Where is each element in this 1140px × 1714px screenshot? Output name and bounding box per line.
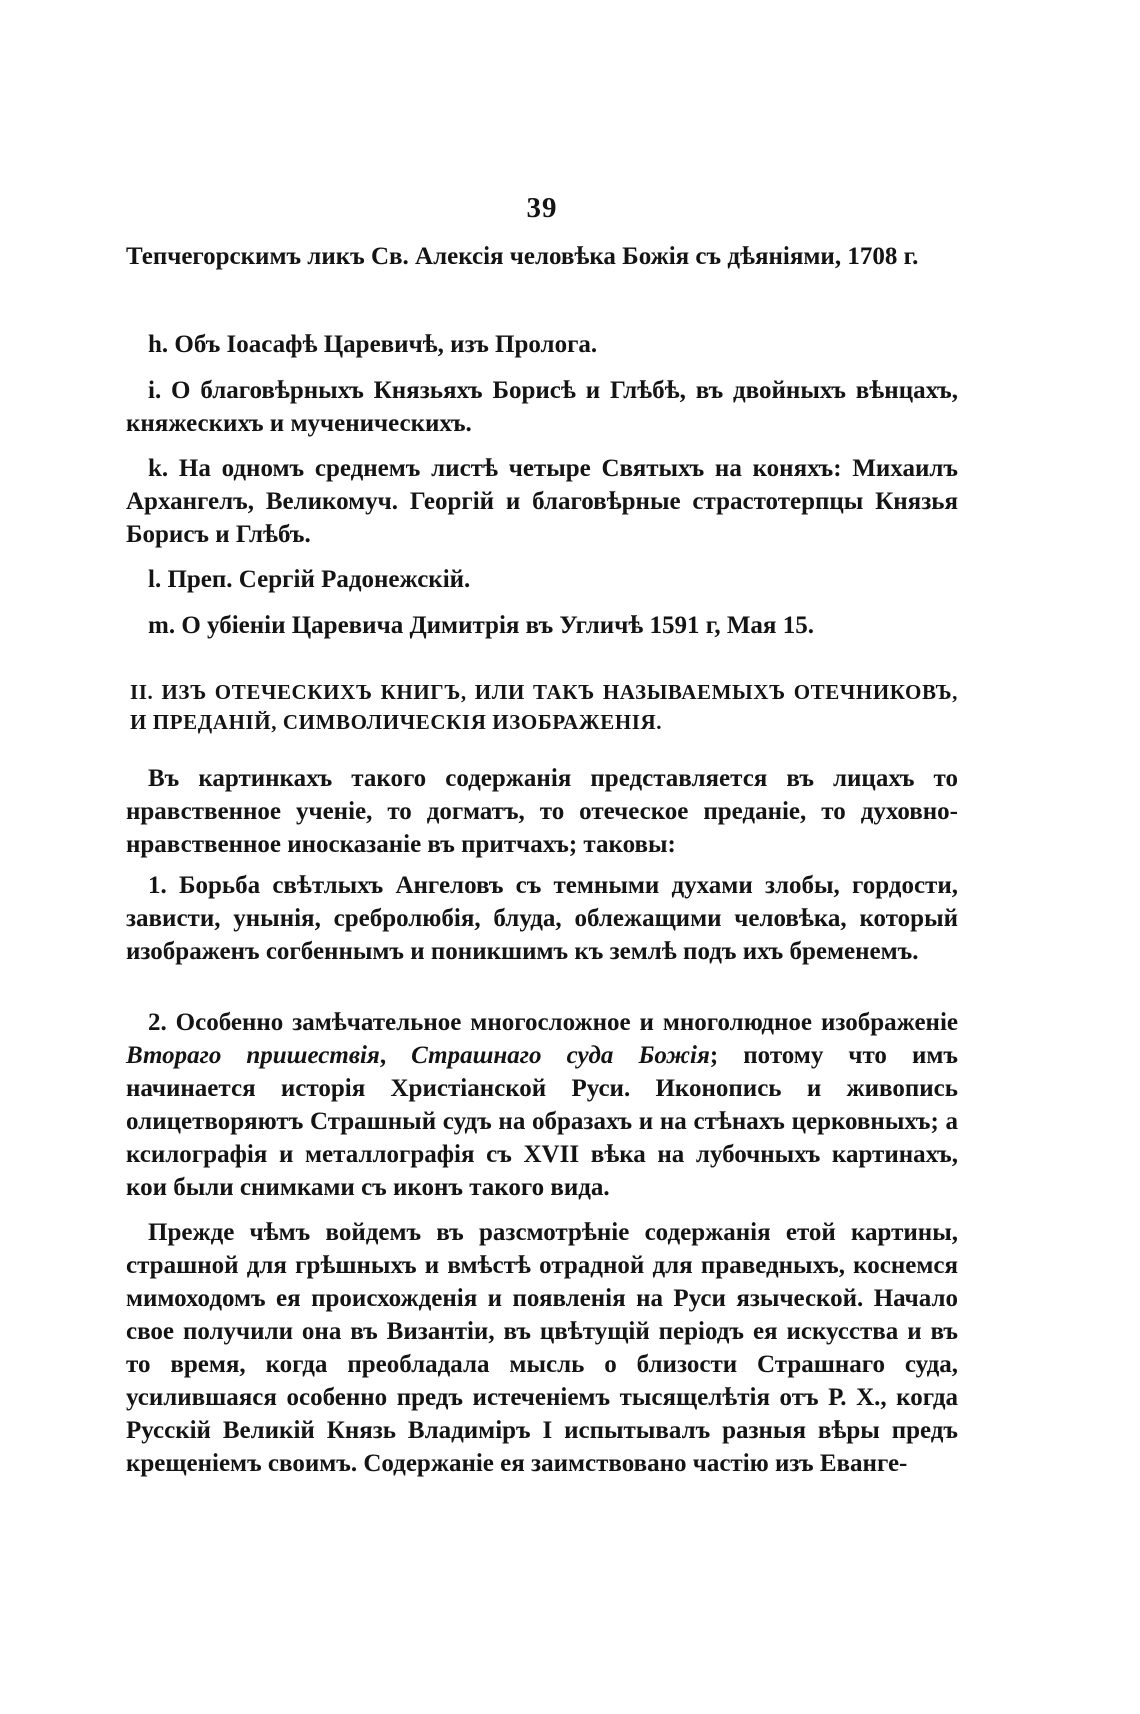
paragraph-intro [126,762,958,861]
item-k-text: k. На одномъ среднемъ листѣ четыре Святыхъ на коняхъ: Михаилъ Архангелъ, Великомуч. Георгій и благовѣрные страстотерпцы Князья Борисъ и Глѣбъ. [126,455,958,548]
item-g-text: Тепчегорскимъ ликъ Св. Алексія человѣка Божія съ дѣяніями, 1708 г. [126,243,919,270]
item-2-emphasis-last-judgment: Страшнаго суда Божія [411,1042,710,1069]
main-text: Прежде чѣмъ войдемъ въ разсмотрѣніе содержанія етой картины, страшной для грѣшныхъ и вмѣстѣ отрадной для праведныхъ, коснемся мимоходомъ ея происхожденія и появленія на Руси языческой. Начало свое получили она въ Византіи, въ цвѣтущій періодъ ея искусства и въ то время, когда преобладала мысль о близости Страшнаго суда, усилившаяся особенно предъ истеченіемъ тысящелѣтія отъ Р. Х., когда Русскій Великій Князь Владиміръ I испытывалъ разныя вѣры предъ крещеніемъ своимъ. Содержаніе ея заимствовано частію изъ Еванге- [126,1219,958,1477]
item-m-text: m. О убіеніи Царевича Димитрія въ Угличѣ 1591 г, Мая 15. [148,612,814,639]
list-item-m [126,609,958,642]
item-2-emphasis-second-coming: Втораго пришествія [126,1042,380,1069]
item-2-end: ; потому что имъ начинается исторія Христіанской Руси. Иконопись и живопись олицетворяютъ Страшный судъ на образахъ и на стѣнахъ церковныхъ; а ксилографія и металлографія съ XVII вѣка на лубочныхъ картинахъ, кои были снимками съ иконъ такого вида. [126,1042,958,1201]
list-item-h [126,328,958,361]
paragraph-item-1 [126,869,958,968]
list-item-k [126,452,958,551]
item-2-start: 2. Особенно замѣчательное многосложное и многолюдное изображеніе [148,1009,958,1036]
section-heading: II. ИЗЪ ОТЕЧЕСКИХЪ КНИГЪ, ИЛИ ТАКЪ НАЗЫВАЕМЫХЪ ОТЕЧНИКОВЪ, И ПРЕДАНІЙ, СИМВОЛИЧЕСКІЯ ИЗОБРАЖЕНІЯ. [130,680,958,734]
paragraph-main [126,1216,958,1480]
item-2-text [126,1006,958,1204]
list-item-i [126,374,958,440]
paragraph-item-2 [126,1006,958,1204]
item-l-text: l. Преп. Сергій Радонежскій. [148,566,471,593]
page-number: 39 [526,192,558,224]
item-2-separator: , [379,1042,412,1069]
list-item-g-continuation [126,240,958,273]
intro-text: Въ картинкахъ такого содержанія представляется въ лицахъ то нравственное ученіе, то догматъ, то отеческое преданіе, то духовно-нравственное иносказаніе въ притчахъ; таковы: [126,765,958,858]
item-h-text: h. Объ Іоасафѣ Царевичѣ, изъ Пролога. [148,331,598,358]
item-1-text: 1. Борьба свѣтлыхъ Ангеловъ съ темными духами злобы, гордости, зависти, унынія, сребролюбія, блуда, облежащими человѣка, который изображенъ согбеннымъ и поникшимъ къ землѣ подъ ихъ бременемъ. [126,872,958,965]
list-item-l [126,563,958,596]
item-i-text: i. О благовѣрныхъ Князьяхъ Борисѣ и Глѣбѣ, въ двойныхъ вѣнцахъ, княжескихъ и мученическихъ. [126,377,958,437]
